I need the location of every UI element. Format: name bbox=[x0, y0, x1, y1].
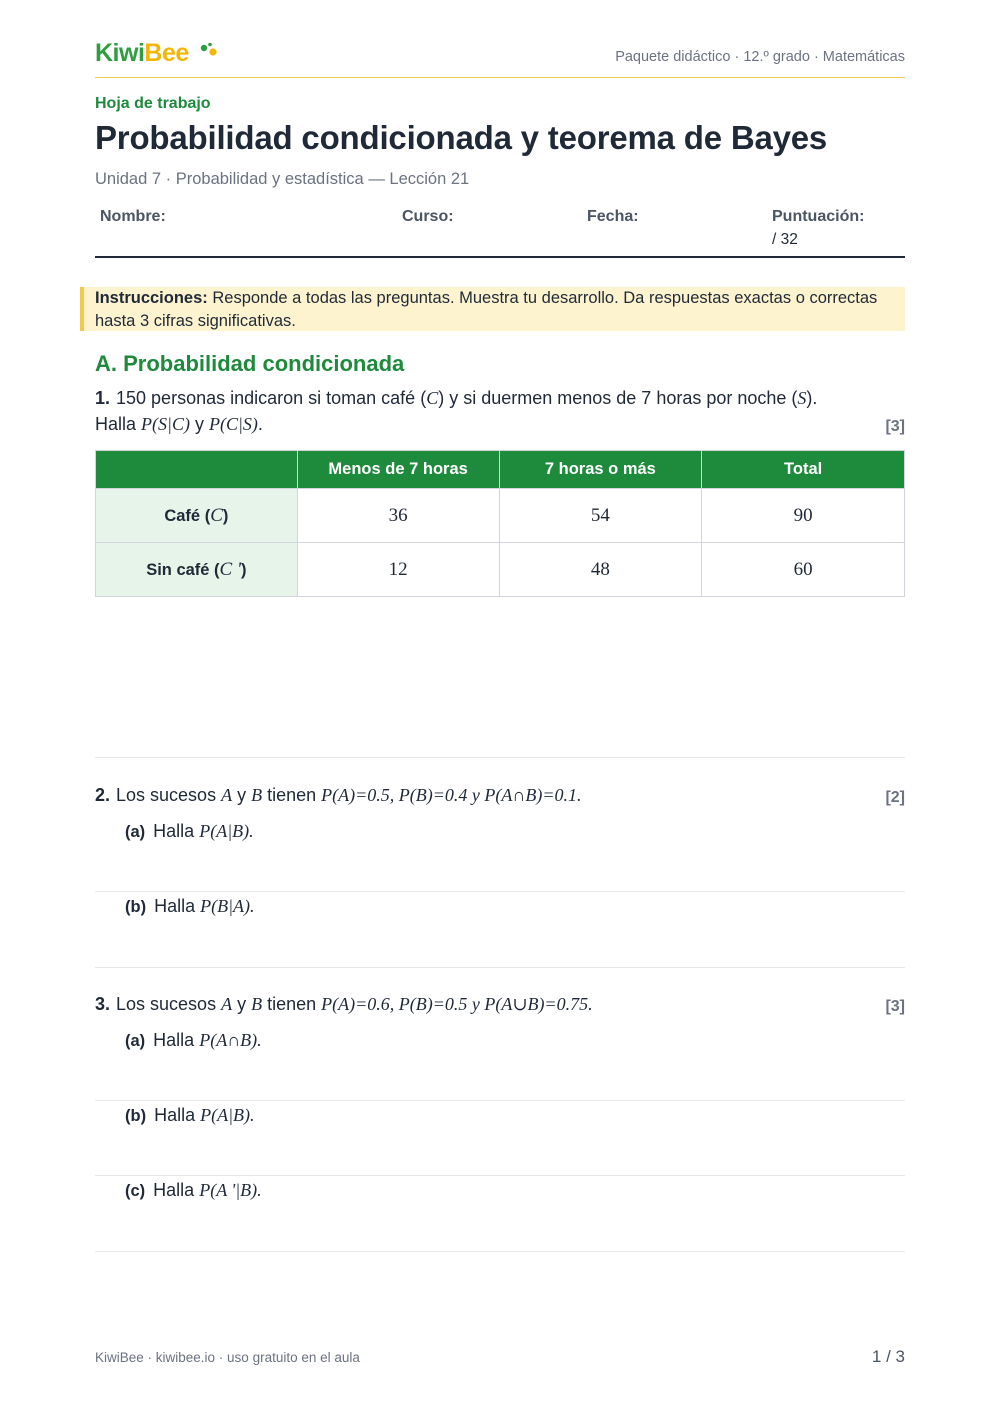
question-2-marks: [2] bbox=[885, 789, 905, 806]
instructions-text: Responde a todas las preguntas. Muestra tu desarrollo. Da respuestas exactas o correctas hasta 3 cifras significativas. bbox=[95, 289, 878, 330]
page-number: 1 / 3 bbox=[871, 1347, 905, 1366]
question-1-line1: 1. 150 personas indicaron si toman café (C) y si duermen menos de 7 horas por noche (S). bbox=[95, 388, 818, 408]
table-row bbox=[96, 543, 905, 597]
page-title: Probabilidad condicionada y teorema de Bayes bbox=[95, 119, 828, 156]
answer-space-divider bbox=[95, 1175, 905, 1176]
logo-dots-icon bbox=[199, 42, 219, 58]
question-number: 3. bbox=[95, 994, 111, 1014]
section-a-title: A. Probabilidad condicionada bbox=[95, 351, 405, 376]
question-1-line2: Halla P(S|C) y P(C|S). bbox=[95, 414, 263, 434]
table-header-cell: Menos de 7 horas bbox=[297, 451, 499, 489]
question-2-expression: P(A)=0.5, P(B)=0.4 y P(A∩B)=0.1. bbox=[321, 785, 582, 805]
score-label: Puntuación: bbox=[772, 208, 865, 225]
table-corner bbox=[96, 451, 298, 489]
table-cell: 36 bbox=[297, 489, 499, 543]
question-3-marks: [3] bbox=[885, 998, 905, 1015]
instructions-label: Instrucciones: bbox=[95, 289, 208, 307]
question-3b: (b) Halla P(A|B). bbox=[125, 1105, 255, 1125]
instructions-box bbox=[80, 287, 905, 331]
expr-p-c-given-s: P(C|S) bbox=[208, 414, 258, 434]
question-2a: (a) Halla P(A|B). bbox=[125, 821, 254, 841]
row-header: Sin café (C ') bbox=[96, 543, 298, 597]
question-3-expression: P(A)=0.6, P(B)=0.5 y P(A∪B)=0.75. bbox=[321, 994, 593, 1014]
table-header-cell: Total bbox=[702, 451, 905, 489]
question-2b: (b) Halla P(B|A). bbox=[125, 896, 255, 916]
score-total: / 32 bbox=[772, 231, 798, 248]
footer-text: KiwiBee · kiwibee.io · uso gratuito en el aula bbox=[95, 1350, 360, 1365]
row-header: Café (C) bbox=[96, 489, 298, 543]
table-cell: 54 bbox=[499, 489, 702, 543]
question-3c: (c) Halla P(A '|B). bbox=[125, 1180, 262, 1200]
kiwibee-logo: KiwiBee bbox=[95, 39, 189, 67]
expr-p-s-given-c: P(S|C) bbox=[141, 414, 190, 434]
table-cell: 48 bbox=[499, 543, 702, 597]
date-label: Fecha: bbox=[587, 208, 639, 225]
table-header-cell: 7 horas o más bbox=[499, 451, 702, 489]
table-header-row bbox=[96, 451, 905, 489]
table-cell: 12 bbox=[297, 543, 499, 597]
table-cell: 60 bbox=[702, 543, 905, 597]
question-3a: (a) Halla P(A∩B). bbox=[125, 1030, 262, 1050]
contingency-table bbox=[95, 450, 905, 597]
question-number: 2. bbox=[95, 785, 111, 805]
answer-space-divider bbox=[95, 757, 905, 758]
page-subtitle: Unidad 7 · Probabilidad y estadística — Lección 21 bbox=[95, 170, 470, 188]
question-1-marks: [3] bbox=[885, 418, 905, 435]
answer-space-divider bbox=[95, 967, 905, 968]
student-info-row bbox=[95, 208, 905, 258]
question-3-line: 3. Los sucesos A y B tienen P(A)=0.6, P(B)=0.5 y P(A∪B)=0.75. bbox=[95, 994, 593, 1014]
table-cell: 90 bbox=[702, 489, 905, 543]
page-header bbox=[95, 38, 905, 78]
course-label: Curso: bbox=[402, 208, 454, 225]
question-2-line: 2. Los sucesos A y B tienen P(A)=0.5, P(B)=0.4 y P(A∩B)=0.1. bbox=[95, 785, 582, 805]
answer-space-divider bbox=[95, 1100, 905, 1101]
table-row bbox=[96, 489, 905, 543]
answer-space-divider bbox=[95, 891, 905, 892]
name-label: Nombre: bbox=[100, 208, 166, 225]
answer-space-divider bbox=[95, 1251, 905, 1252]
header-meta: Paquete didáctico · 12.º grado · Matemáticas bbox=[615, 49, 905, 65]
question-number: 1. bbox=[95, 388, 111, 408]
doc-eyebrow: Hoja de trabajo bbox=[95, 95, 211, 112]
